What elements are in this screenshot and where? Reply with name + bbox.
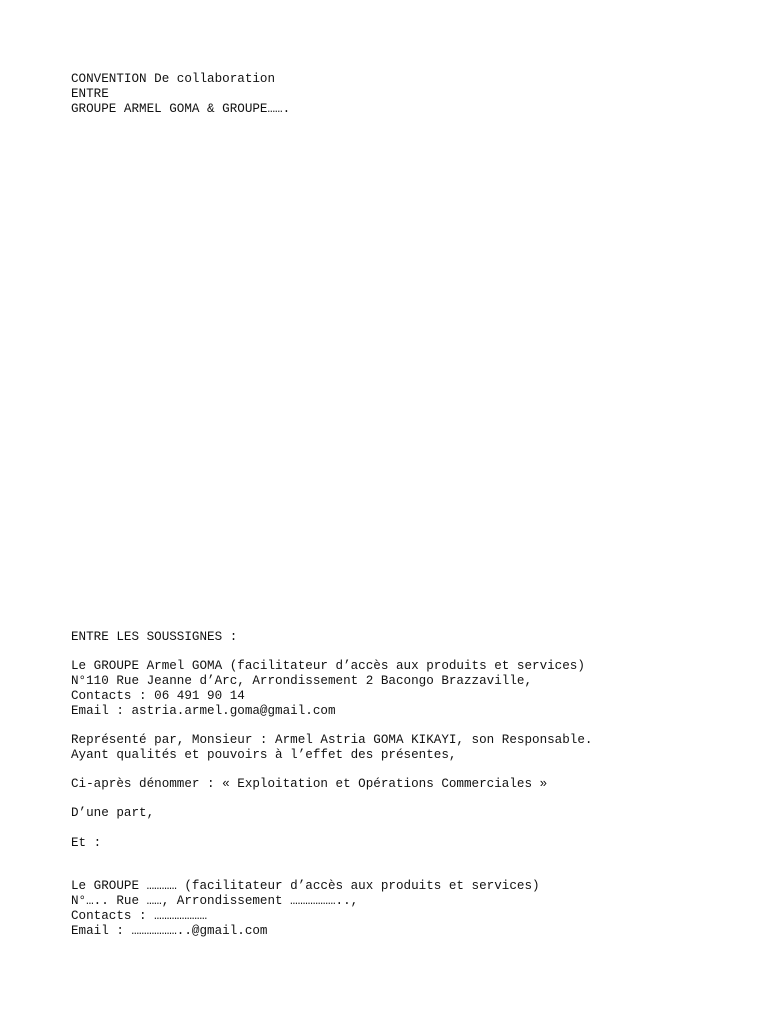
title-line-1: CONVENTION De collaboration bbox=[71, 72, 276, 86]
party-two-address: N°….. Rue ……, Arrondissement ……………….., bbox=[71, 894, 359, 908]
party-one-designation: Ci-après dénommer : « Exploitation et Opérations Commerciales » bbox=[71, 777, 548, 791]
title-line-2: ENTRE bbox=[71, 87, 109, 101]
party-one-capacity: Ayant qualités et pouvoirs à l’effet des présentes, bbox=[71, 748, 457, 762]
parties-intro: ENTRE LES SOUSSIGNES : bbox=[71, 630, 238, 644]
and-line: Et : bbox=[71, 836, 102, 850]
party-one-address: N°110 Rue Jeanne d’Arc, Arrondissement 2 Bacongo Brazzaville, bbox=[71, 674, 533, 688]
party-one-part: D’une part, bbox=[71, 806, 155, 820]
party-one-contacts: Contacts : 06 491 90 14 bbox=[71, 689, 245, 703]
party-two-email: Email : ………………..@gmail.com bbox=[71, 924, 268, 938]
party-one-representative: Représenté par, Monsieur : Armel Astria GOMA KIKAYI, son Responsable. bbox=[71, 733, 593, 747]
party-one-name: Le GROUPE Armel GOMA (facilitateur d’accès aux produits et services) bbox=[71, 659, 585, 673]
party-one-email: Email : astria.armel.goma@gmail.com bbox=[71, 704, 336, 718]
party-two-name: Le GROUPE ………… (facilitateur d’accès aux produits et services) bbox=[71, 879, 540, 893]
title-line-3: GROUPE ARMEL GOMA & GROUPE……. bbox=[71, 102, 291, 116]
party-two-contacts: Contacts : ………………… bbox=[71, 909, 208, 923]
